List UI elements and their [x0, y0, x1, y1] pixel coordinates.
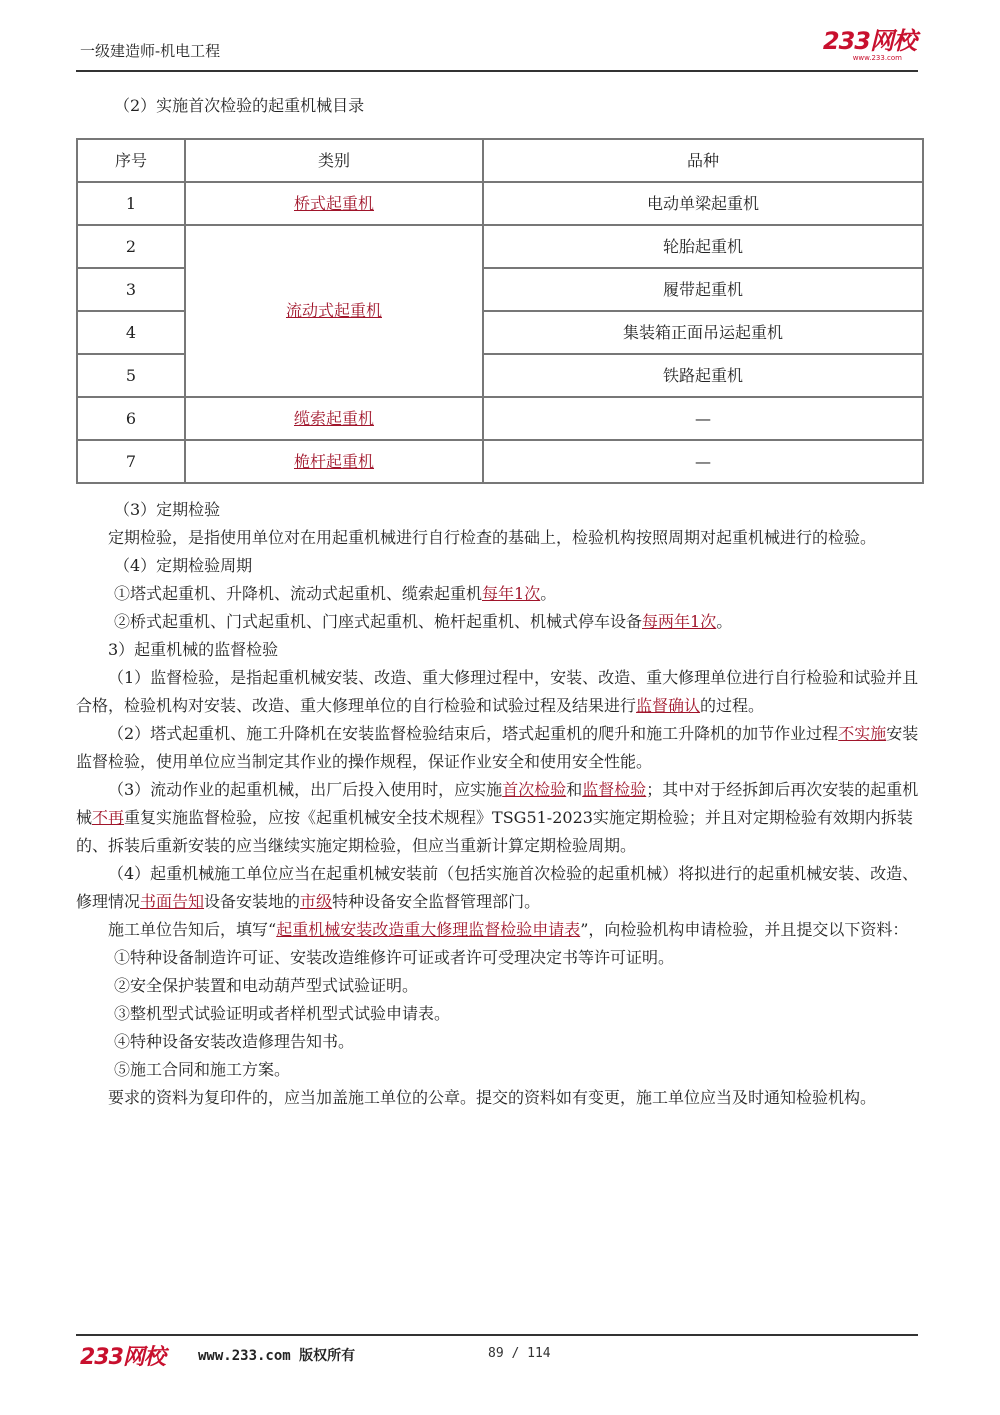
text-run: （4）起重机械施工单位应当在起重机械安装前（包括实施首次检验的起重机械）将拟进行的起重机械安装、改造、修理情况 — [76, 864, 919, 911]
highlight-link[interactable]: 不实施 — [838, 724, 887, 743]
text-run: （1）监督检验，是指起重机械安装、改造、重大修理过程中，安装、改造、重大修理单位进行自行检验和试验并且合格，检验机构对安装、改造、重大修理单位的自行检验和试验过程及结果进行 — [76, 668, 919, 715]
table-row — [77, 225, 923, 268]
header-divider — [76, 70, 918, 72]
category-cell — [185, 440, 483, 483]
variety-cell: 电动单梁起重机 — [483, 182, 923, 225]
highlight-link[interactable]: 起重机械安装改造重大修理监督检验申请表 — [276, 920, 581, 939]
section-heading: （2）实施首次检验的起重机械目录 — [114, 96, 365, 115]
row-number: 2 — [77, 225, 185, 268]
table-header-cell: 类别 — [185, 139, 483, 182]
category-cell — [185, 182, 483, 225]
highlight-link[interactable]: 监督检验 — [582, 780, 647, 799]
footer-divider — [76, 1334, 918, 1336]
highlight-link[interactable]: 每年1次 — [482, 584, 541, 603]
table-row — [77, 182, 923, 225]
paragraph — [76, 664, 924, 720]
table-row — [77, 397, 923, 440]
subheading: （3）定期检验 — [114, 500, 221, 519]
category-cell — [185, 397, 483, 440]
row-number: 7 — [77, 440, 185, 483]
text-run: 特种设备安全监督管理部门。 — [332, 892, 541, 911]
list-item: ④特种设备安装改造修理告知书。 — [114, 1032, 355, 1051]
row-number: 4 — [77, 311, 185, 354]
row-number: 5 — [77, 354, 185, 397]
document-body — [76, 92, 924, 1112]
table-header-cell: 品种 — [483, 139, 923, 182]
paragraph: 要求的资料为复印件的，应当加盖施工单位的公章。提交的资料如有变更，施工单位应当及时通知检验机构。 — [108, 1088, 877, 1107]
highlight-link[interactable]: 监督确认 — [636, 696, 701, 715]
variety-cell: 集装箱正面吊运起重机 — [483, 311, 923, 354]
text-run: 的过程。 — [700, 696, 765, 715]
crane-catalog-table — [76, 138, 924, 484]
text-run: 。 — [716, 612, 733, 631]
brand-logo-text: 233网校 — [822, 27, 916, 55]
footer-logo: 233网校 — [80, 1345, 165, 1370]
paragraph — [76, 776, 924, 860]
highlight-link[interactable]: 市级 — [300, 892, 333, 911]
list-item: ③整机型式试验证明或者样机型式试验申请表。 — [114, 1004, 451, 1023]
paragraph — [76, 608, 924, 636]
text-run: 重复实施监督检验，应按《起重机械安全技术规程》TSG51-2023实施定期检验；并且对定期检验有效期内拆装的、拆装后重新安装的应当继续实施定期检验，但应当重新计算定期检验周期。 — [76, 808, 913, 855]
text-run: （2）塔式起重机、施工升降机在安装监督检验结束后，塔式起重机的爬升和施工升降机的加节作业过程 — [108, 724, 839, 743]
text-run: 。 — [540, 584, 557, 603]
page-footer — [80, 1340, 920, 1370]
row-number: 1 — [77, 182, 185, 225]
category-link[interactable]: 流动式起重机 — [285, 301, 382, 320]
variety-cell: — — [483, 397, 923, 440]
variety-cell: 履带起重机 — [483, 268, 923, 311]
table-row — [77, 440, 923, 483]
brand-logo-url: www.233.com — [852, 54, 902, 62]
text-run: ①塔式起重机、升降机、流动式起重机、缆索起重机 — [114, 584, 483, 603]
text-run: 设备安装地的 — [204, 892, 301, 911]
variety-cell: 轮胎起重机 — [483, 225, 923, 268]
list-item: ⑤施工合同和施工方案。 — [114, 1060, 291, 1079]
text-run: 施工单位告知后，填写“ — [108, 920, 277, 939]
text-run: 和 — [566, 780, 583, 799]
text-run: 安装监督检验，使用单位应当制定其作业的操作规程，保证作业安全和使用安全性能。 — [76, 724, 919, 771]
row-number: 6 — [77, 397, 185, 440]
table-header-row — [77, 139, 923, 182]
category-link[interactable]: 缆索起重机 — [293, 408, 374, 428]
header-title: 一级建造师-机电工程 — [80, 42, 221, 60]
highlight-link[interactable]: 不再 — [92, 808, 125, 827]
paragraph — [76, 720, 924, 776]
subheading: （4）定期检验周期 — [114, 556, 253, 575]
paragraph — [76, 916, 924, 944]
highlight-link[interactable]: 首次检验 — [502, 780, 567, 799]
list-item: ①特种设备制造许可证、安装改造维修许可证或者许可受理决定书等许可证明。 — [114, 948, 675, 967]
page-number: 89 / 114 — [488, 1346, 551, 1361]
subheading: 3）起重机械的监督检验 — [108, 640, 279, 659]
text-run: ②桥式起重机、门式起重机、门座式起重机、桅杆起重机、机械式停车设备 — [114, 612, 643, 631]
row-number: 3 — [77, 268, 185, 311]
category-cell — [185, 225, 483, 397]
variety-cell: 铁路起重机 — [483, 354, 923, 397]
footer-copyright: www.233.com 版权所有 — [198, 1348, 356, 1364]
category-link[interactable]: 桅杆起重机 — [293, 451, 374, 471]
list-item: ②安全保护装置和电动葫芦型式试验证明。 — [114, 976, 419, 995]
table-header-cell: 序号 — [77, 139, 185, 182]
text-run: ；其中对于经拆卸后再次安装的起重机械 — [76, 780, 919, 827]
category-link[interactable]: 桥式起重机 — [293, 193, 374, 213]
highlight-link[interactable]: 书面告知 — [140, 892, 205, 911]
variety-cell: — — [483, 440, 923, 483]
paragraph — [76, 580, 924, 608]
text-run: ”，向检验机构申请检验，并且提交以下资料： — [580, 920, 909, 939]
paragraph: 定期检验，是指使用单位对在用起重机械进行自行检查的基础上，检验机构按照周期对起重机械进行的检验。 — [108, 528, 877, 547]
brand-logo — [823, 28, 916, 62]
highlight-link[interactable]: 每两年1次 — [642, 612, 717, 631]
text-run: （3）流动作业的起重机械，出厂后投入使用时，应实施 — [108, 780, 503, 799]
paragraph — [76, 860, 924, 916]
